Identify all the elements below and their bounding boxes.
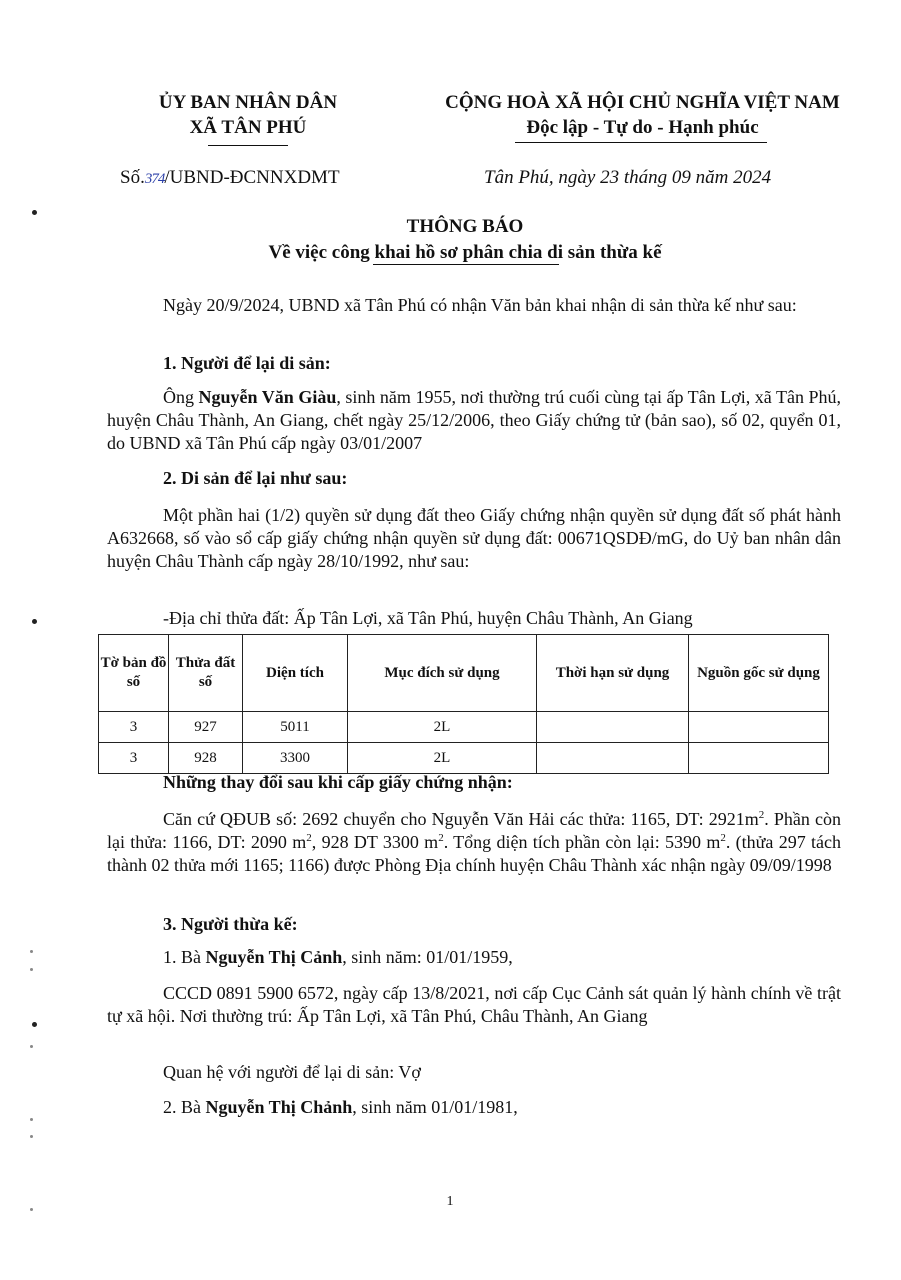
changes-text-3: , 928 DT 3300 m — [311, 832, 439, 852]
deceased-details: , sinh năm 1955, nơi thường trú cuối cùng tại ấp Tân Lợi, xã Tân Phú, huyện Châu Thành, An Giang, chết ngày 25/12/2006, theo Giấy chứng tử (bản sao), số 02, quyển 01, do UBND xã Tân Phú cấp ngày 03/01/2007 — [107, 387, 841, 453]
col-term: Thời hạn sử dụng — [537, 635, 689, 712]
cell: 928 — [169, 743, 243, 774]
section-2-paragraph: Một phần hai (1/2) quyền sử dụng đất theo Giấy chứng nhận quyền sử dụng đất số phát hành A632668, số vào sổ cấp giấy chứng nhận quyền sử dụng đất: 00671QSDĐ/mG, do Uỷ ban nhân dân huyện Châu Thành cấp ngày 28/10/1992, như sau: — [107, 505, 841, 571]
scan-speck — [32, 1022, 37, 1027]
col-purpose: Mục đích sử dụng — [348, 635, 537, 712]
scan-speck — [30, 1208, 33, 1211]
handwritten-number: 374 — [144, 171, 165, 187]
table-row — [99, 712, 829, 743]
notice-title: THÔNG BÁO — [406, 216, 524, 237]
scan-speck — [32, 210, 37, 215]
national-title: CỘNG HOÀ XÃ HỘI CHỦ NGHĨA VIỆT NAM — [445, 92, 840, 113]
heir-2-name: Nguyễn Thị Chảnh — [205, 1097, 353, 1117]
cell: 3 — [99, 743, 169, 774]
col-map-sheet: Tờ bản đồ số — [99, 635, 169, 712]
scan-speck — [30, 1045, 33, 1048]
place-date: Tân Phú, ngày 23 tháng 09 năm 2024 — [484, 167, 772, 188]
issuer-line-1: ỦY BAN NHÂN DÂN — [158, 92, 338, 113]
table-header-row — [99, 635, 829, 712]
heir-1-name: Nguyễn Thị Cảnh — [205, 947, 343, 967]
cell — [537, 743, 689, 774]
cell — [689, 712, 829, 743]
doc-number-suffix: /UBND-ĐCNNXDMT — [164, 167, 340, 188]
section-1-heading: 1. Người để lại di sản: — [163, 353, 331, 373]
sup-2: 2 — [306, 832, 312, 844]
table-row — [99, 743, 829, 774]
changes-text-4: . Tổng diện tích phần còn lại: 5390 m — [443, 832, 721, 852]
col-area: Diện tích — [243, 635, 348, 712]
doc-number-prefix: Số. — [120, 167, 145, 188]
issuer-underline — [208, 145, 288, 146]
section-2-heading: 2. Di sản để lại như sau: — [163, 468, 348, 488]
deceased-name: Nguyễn Văn Giàu — [198, 387, 337, 407]
subtitle-underline — [373, 264, 559, 265]
changes-paragraph — [107, 808, 841, 877]
issuer-line-2: XÃ TÂN PHÚ — [189, 117, 307, 138]
heir-1-prefix: 1. Bà — [163, 947, 206, 967]
notice-subtitle: Về việc công khai hồ sơ phân chia di sản thừa kế — [268, 242, 662, 263]
scan-speck — [32, 619, 37, 624]
national-motto-block — [410, 90, 875, 140]
scan-speck — [30, 950, 33, 953]
issuer-block — [118, 90, 378, 140]
col-parcel: Thửa đất số — [169, 635, 243, 712]
heir-1-line — [163, 947, 513, 968]
cell: 5011 — [243, 712, 348, 743]
land-address: -Địa chỉ thửa đất: Ấp Tân Lợi, xã Tân Phú, huyện Châu Thành, An Giang — [163, 608, 693, 628]
cell: 3 — [99, 712, 169, 743]
changes-text-1: Căn cứ QĐUB số: 2692 chuyển cho Nguyễn Văn Hải các thửa: 1165, DT: 2921m — [163, 809, 759, 829]
cell — [537, 712, 689, 743]
heir-2-prefix: 2. Bà — [163, 1097, 206, 1117]
changes-heading: Những thay đổi sau khi cấp giấy chứng nhận: — [163, 772, 513, 792]
page-number: 1 — [446, 1194, 454, 1209]
cell — [689, 743, 829, 774]
heir-2-line — [163, 1097, 518, 1118]
cell: 2L — [348, 743, 537, 774]
heir-2-birth: , sinh năm 01/01/1981, — [352, 1097, 518, 1117]
deceased-title: Ông — [163, 387, 199, 407]
cell: 2L — [348, 712, 537, 743]
intro-paragraph: Ngày 20/9/2024, UBND xã Tân Phú có nhận Văn bản khai nhận di sản thừa kế như sau: — [163, 295, 797, 315]
land-table — [98, 634, 829, 774]
section-1-paragraph — [107, 386, 841, 455]
scan-speck — [30, 1135, 33, 1138]
motto-underline — [515, 142, 767, 143]
changes-text-5: . (thửa 297 tách thành 02 thửa mới 1165; 1166) được Phòng Địa chính huyện Châu Thành xác nhận ngày 09/09/1998 — [107, 832, 842, 875]
heir-1-relation: Quan hệ với người để lại di sản: Vợ — [163, 1062, 421, 1082]
cell: 3300 — [243, 743, 348, 774]
sup-4: 2 — [720, 832, 726, 844]
cell: 927 — [169, 712, 243, 743]
scan-speck — [30, 968, 33, 971]
section-3-heading: 3. Người thừa kế: — [163, 914, 298, 934]
changes-text-2: . Phần còn lại thửa: 1166, DT: 2090 m — [107, 809, 841, 852]
heir-1-id-paragraph: CCCD 0891 5900 6572, ngày cấp 13/8/2021, nơi cấp Cục Cảnh sát quản lý hành chính về trật tự xã hội. Nơi thường trú: Ấp Tân Lợi, xã Tân Phú, Châu Thành, An Giang — [107, 983, 841, 1026]
sup-1: 2 — [758, 809, 765, 821]
document-number — [120, 167, 340, 189]
sup-3: 2 — [438, 832, 444, 844]
scan-speck — [30, 1118, 33, 1121]
national-motto: Độc lập - Tự do - Hạnh phúc — [526, 117, 759, 138]
col-origin: Nguồn gốc sử dụng — [689, 635, 829, 712]
heir-1-birth: , sinh năm: 01/01/1959, — [342, 947, 513, 967]
